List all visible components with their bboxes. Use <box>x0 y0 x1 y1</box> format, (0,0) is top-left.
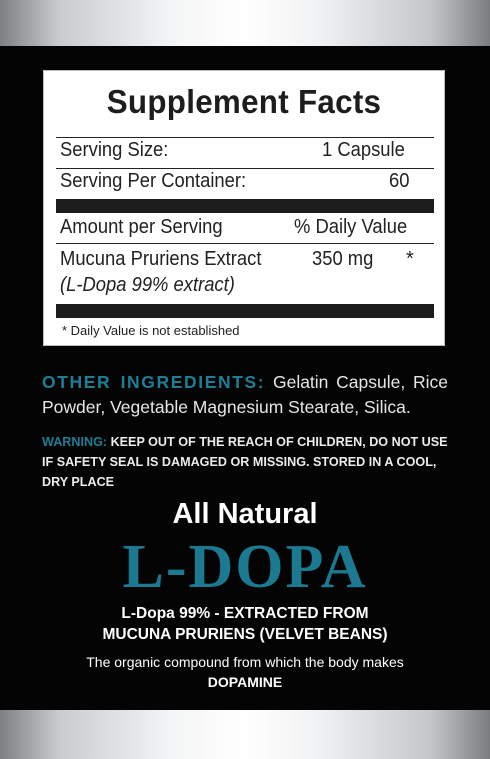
other-ingredients <box>42 370 448 420</box>
product-description <box>0 652 490 692</box>
ingredient-amount: 350 mg <box>312 248 374 270</box>
product-subtitle-line1: L-Dopa 99% - EXTRACTED FROM <box>121 605 369 622</box>
daily-value-header: % Daily Value <box>294 216 408 238</box>
product-description-emphasis: DOPAMINE <box>207 674 283 690</box>
other-ingredients-text: Gelatin Capsule, Rice Powder, Vegetable Magnesium Stearate, Silica. <box>42 372 448 417</box>
product-tagline: All Natural <box>172 498 318 530</box>
amount-per-serving-header: Amount per Serving <box>60 216 223 238</box>
ingredient-detail: (L-Dopa 99% extract) <box>60 274 235 296</box>
product-subtitle <box>0 603 490 645</box>
product-description-text: The organic compound from which the body makes <box>86 654 404 670</box>
ingredient-daily-value: * <box>406 248 414 270</box>
daily-value-footnote: * Daily Value is not established <box>62 323 240 338</box>
serving-size-value: 1 Capsule <box>322 139 405 161</box>
warning-text: KEEP OUT OF THE REACH OF CHILDREN, DO NOT USE IF SAFETY SEAL IS DAMAGED OR MISSING. STORED IN A COOL, DRY PLACE <box>42 435 448 489</box>
other-ingredients-header: OTHER INGREDIENTS: <box>42 372 266 392</box>
divider <box>56 137 434 138</box>
divider <box>56 243 434 244</box>
divider-thick <box>56 304 434 318</box>
divider <box>56 168 434 169</box>
servings-per-container-label: Serving Per Container: <box>60 170 247 192</box>
warning-text-block <box>42 432 450 492</box>
serving-size-label: Serving Size: <box>60 139 169 161</box>
supplement-facts-panel <box>43 70 445 346</box>
supplement-facts-title: Supplement Facts <box>106 83 382 120</box>
divider-thick <box>56 199 434 213</box>
product-name: L-DOPA <box>122 533 368 601</box>
warning-header: WARNING: <box>42 435 108 449</box>
product-subtitle-line2: MUCUNA PRURIENS (VELVET BEANS) <box>102 626 388 643</box>
servings-per-container-value: 60 <box>389 170 410 192</box>
ingredient-name: Mucuna Pruriens Extract <box>60 248 262 270</box>
